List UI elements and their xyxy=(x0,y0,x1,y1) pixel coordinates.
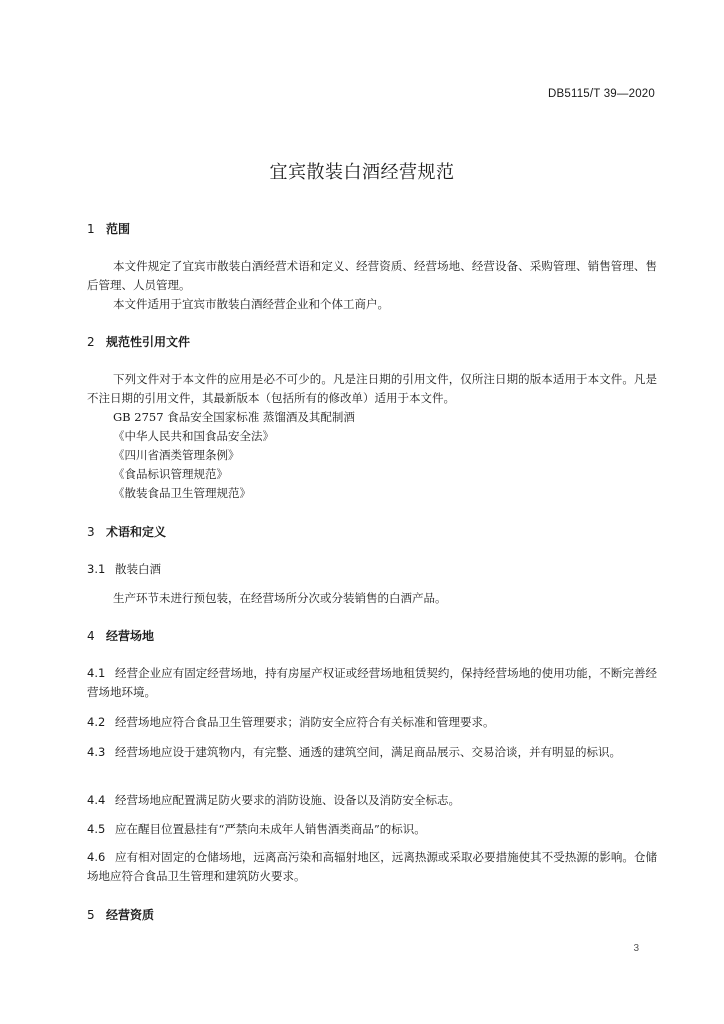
reference-item: 《食品标识管理规范》 xyxy=(113,467,228,481)
section-title: 经营资质 xyxy=(106,908,155,922)
reference-item: GB 2757 食品安全国家标准 蒸馏酒及其配制酒 xyxy=(113,410,355,424)
clause-text: 应在醒目位置悬挂有“严禁向未成年人销售酒类商品”的标识。 xyxy=(115,822,426,836)
subsection-number: 3.1 xyxy=(87,562,106,576)
standard-code: DB5115/T 39—2020 xyxy=(548,88,655,100)
clause-4-5 xyxy=(87,820,657,839)
clause-number: 4.2 xyxy=(87,715,106,729)
reference-item: 《四川省酒类管理条例》 xyxy=(113,448,240,462)
clause-4-2 xyxy=(87,713,657,732)
clause-text: 经营场地应符合食品卫生管理要求；消防安全应符合有关标准和管理要求。 xyxy=(115,715,495,729)
clause-number: 4.6 xyxy=(87,850,106,864)
section-number: 1 xyxy=(87,222,95,236)
section-1-paragraph-1: 本文件规定了宜宾市散装白酒经营术语和定义、经营资质、经营场地、经营设备、采购管理、销售管理、售后管理、人员管理。 xyxy=(87,259,657,292)
clause-4-6 xyxy=(87,848,657,886)
clause-number: 4.5 xyxy=(87,822,106,836)
section-number: 5 xyxy=(87,908,95,922)
reference-item: 《散装食品卫生管理规范》 xyxy=(113,486,251,500)
section-4-heading xyxy=(87,627,154,644)
term-name: 散装白酒 xyxy=(115,562,161,576)
section-1-heading xyxy=(87,220,130,237)
section-title: 术语和定义 xyxy=(106,525,167,539)
section-title: 范围 xyxy=(106,222,131,236)
clause-text: 经营场地应设于建筑物内，有完整、通透的建筑空间，满足商品展示、交易洽谈，并有明显的标识。 xyxy=(115,745,621,759)
clause-text: 应有相对固定的仓储场地，远离高污染和高辐射地区，远离热源或采取必要措施使其不受热源的影响。仓储场地应符合食品卫生管理和建筑防火要求。 xyxy=(87,850,657,883)
section-number: 3 xyxy=(87,525,95,539)
clause-4-4 xyxy=(87,791,657,810)
section-number: 2 xyxy=(87,335,95,349)
term-3-1-definition: 生产环节未进行预包装，在经营场所分次或分装销售的白酒产品。 xyxy=(113,591,447,605)
reference-item: 《中华人民共和国食品安全法》 xyxy=(113,429,274,443)
section-title: 经营场地 xyxy=(106,629,155,643)
clause-number: 4.3 xyxy=(87,745,106,759)
term-3-1 xyxy=(87,561,161,577)
clause-4-1 xyxy=(87,664,657,702)
section-5-heading xyxy=(87,906,154,923)
clause-text: 经营场地应配置满足防火要求的消防设施、设备以及消防安全标志。 xyxy=(115,793,460,807)
clause-number: 4.4 xyxy=(87,793,106,807)
clause-number: 4.1 xyxy=(87,666,106,680)
section-2-paragraph-1: 下列文件对于本文件的应用是必不可少的。凡是注日期的引用文件，仅所注日期的版本适用于本文件。凡是不注日期的引用文件，其最新版本（包括所有的修改单）适用于本文件。 xyxy=(87,372,657,405)
section-3-heading xyxy=(87,523,166,540)
section-title: 规范性引用文件 xyxy=(106,335,191,349)
section-2-heading xyxy=(87,333,190,350)
clause-4-3 xyxy=(87,743,657,762)
page-number: 3 xyxy=(633,943,639,954)
document-title: 宜宾散装白酒经营规范 xyxy=(269,162,455,183)
section-number: 4 xyxy=(87,629,95,643)
section-1-paragraph-2: 本文件适用于宜宾市散装白酒经营企业和个体工商户。 xyxy=(113,297,389,311)
clause-text: 经营企业应有固定经营场地，持有房屋产权证或经营场地租赁契约，保持经营场地的使用功能，不断完善经营场地环境。 xyxy=(87,666,657,699)
